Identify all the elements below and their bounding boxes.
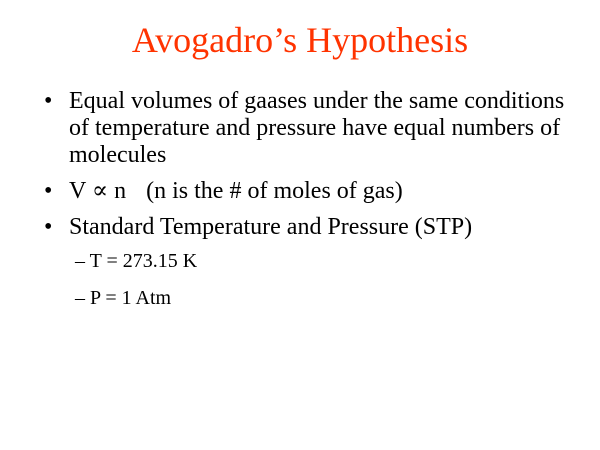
bullet-text: Standard Temperature and Pressure (STP) [69, 214, 473, 240]
bullet-marker: • [44, 178, 53, 204]
bullet-marker: • [44, 88, 53, 114]
stp-sub-list [75, 249, 584, 310]
bullet-list [44, 88, 584, 323]
proportionality-note: (n is the # of moles of gas) [146, 178, 403, 204]
slide-title: Avogadro’s Hypothesis [131, 20, 469, 60]
sub-bullet-dash: – [75, 287, 85, 309]
bullet-stp [44, 214, 584, 310]
bullet-marker: • [44, 214, 53, 240]
sub-bullet-text: T = 273.15 K [89, 250, 198, 272]
sub-bullet-dash: – [75, 250, 85, 272]
sub-bullet-pressure [75, 286, 584, 310]
proportionality-expression: V ∝ n [69, 178, 127, 204]
sub-bullet-temperature [75, 249, 584, 273]
sub-bullet-text: P = 1 Atm [90, 287, 172, 309]
bullet-proportionality [44, 178, 584, 205]
bullet-text: Equal volumes of gaases under the same conditions of temperature and pressure have equal numbers of molecules [69, 88, 565, 168]
bullet-equal-volumes [44, 88, 584, 169]
